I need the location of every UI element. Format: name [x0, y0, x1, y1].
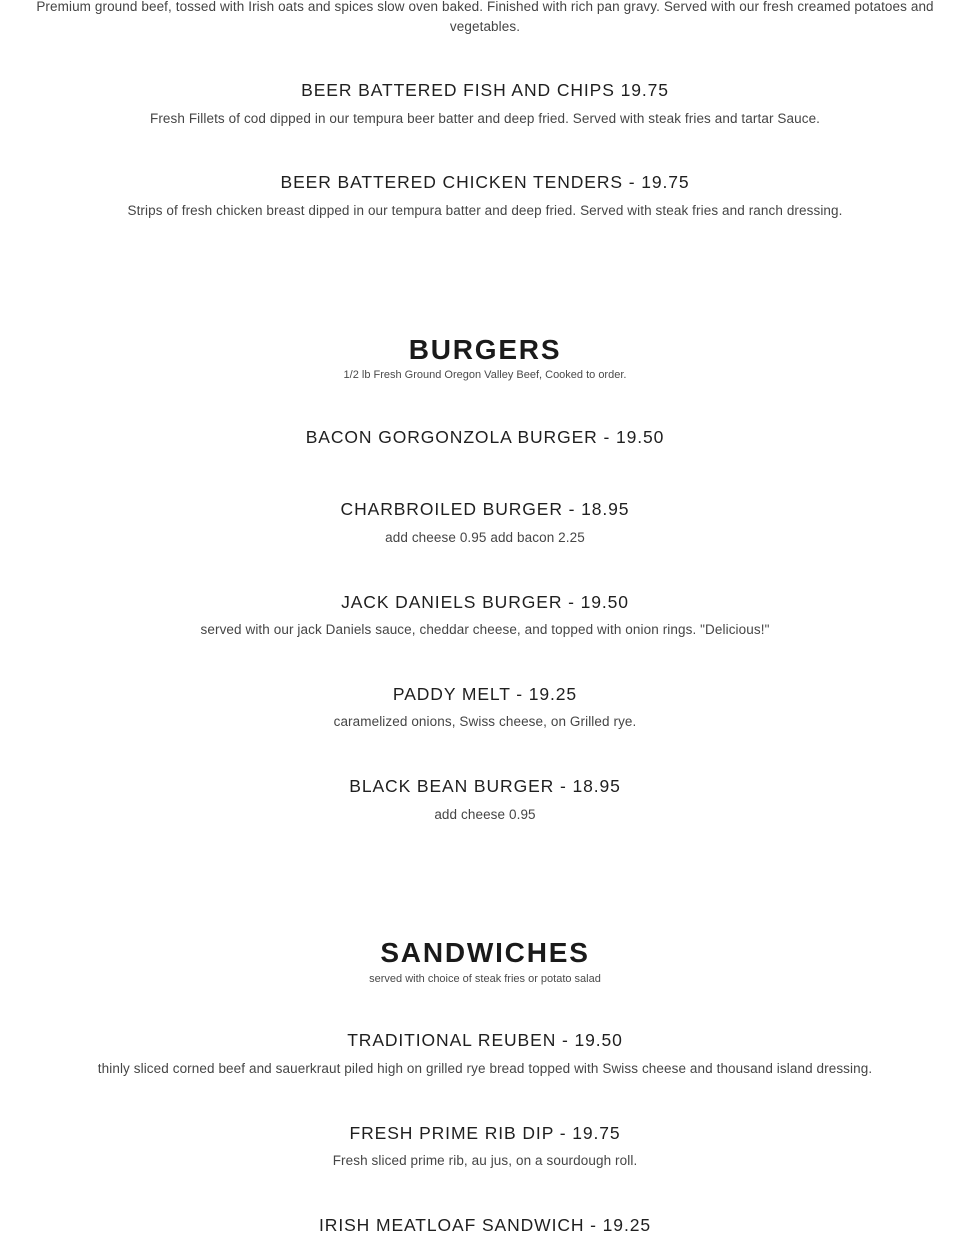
item-title-chicken-tenders: BEER BATTERED CHICKEN TENDERS - 19.75	[280, 172, 690, 192]
item-title-irish-meatloaf-sandwich: IRISH MEATLOAF SANDWICH - 19.25	[319, 1215, 651, 1235]
item-description-charbroiled-burger: add cheese 0.95 add bacon 2.25	[385, 530, 585, 545]
intro-description: Premium ground beef, tossed with Irish oats and spices slow oven baked. Finished with rich pan gravy. Served with our fresh creamed potatoes and vegetables.	[36, 0, 934, 34]
item-title-fish-and-chips: BEER BATTERED FISH AND CHIPS 19.75	[301, 80, 669, 100]
item-title-charbroiled-burger: CHARBROILED BURGER - 18.95	[340, 499, 630, 519]
item-description-black-bean-burger: add cheese 0.95	[434, 807, 536, 822]
section-subtitle-burgers: 1/2 lb Fresh Ground Oregon Valley Beef, Cooked to order.	[343, 369, 627, 381]
item-title-prime-rib-dip: FRESH PRIME RIB DIP - 19.75	[349, 1123, 621, 1143]
item-title-black-bean-burger: BLACK BEAN BURGER - 18.95	[349, 776, 621, 796]
item-title-paddy-melt: PADDY MELT - 19.25	[392, 684, 578, 704]
item-title-bacon-gorgonzola-burger: BACON GORGONZOLA BURGER - 19.50	[305, 427, 665, 447]
section-subtitle-sandwiches: served with choice of steak fries or potato salad	[369, 973, 601, 985]
item-description-traditional-reuben: thinly sliced corned beef and sauerkraut piled high on grilled rye bread topped with Swiss cheese and thousand island dressing.	[97, 1061, 873, 1076]
item-description-prime-rib-dip: Fresh sliced prime rib, au jus, on a sourdough roll.	[332, 1153, 638, 1168]
item-title-traditional-reuben: TRADITIONAL REUBEN - 19.50	[347, 1030, 623, 1050]
item-description-fish-and-chips: Fresh Fillets of cod dipped in our tempura beer batter and deep fried. Served with steak fries and tartar Sauce.	[149, 111, 821, 126]
item-title-jack-daniels-burger: JACK DANIELS BURGER - 19.50	[341, 592, 629, 612]
section-title-burgers: BURGERS	[408, 334, 562, 365]
item-description-paddy-melt: caramelized onions, Swiss cheese, on Grilled rye.	[333, 714, 637, 729]
item-description-chicken-tenders: Strips of fresh chicken breast dipped in our tempura batter and deep fried. Served with steak fries and ranch dressing.	[127, 203, 843, 218]
item-description-jack-daniels-burger: served with our jack Daniels sauce, cheddar cheese, and topped with onion rings. "Delicious!"	[200, 622, 770, 637]
section-title-sandwiches: SANDWICHES	[380, 937, 590, 968]
